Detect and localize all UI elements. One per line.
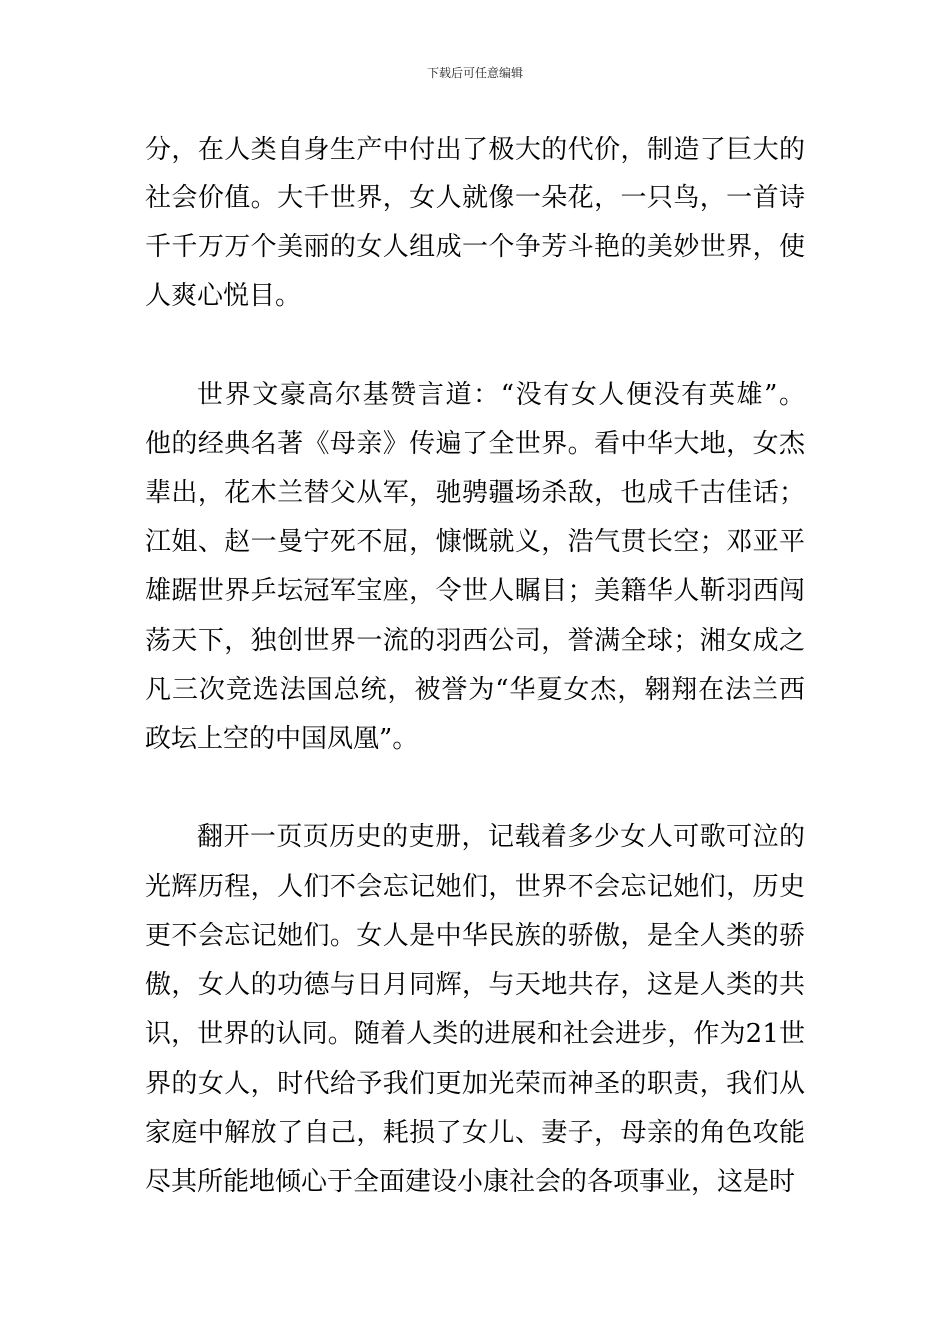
text-line (0, 961, 950, 1009)
text-line-content: 更不会忘记她们。女人是中华民族的骄傲，是全人类的骄 (145, 921, 806, 951)
text-line-content: 他的经典名著《母亲》传遍了全世界。看中华大地，女杰 (145, 429, 806, 459)
text-line-content: 辈出，花木兰替父从军，驰骋疆场杀敌，也成千古佳话； (145, 478, 806, 508)
text-line-content: 雄踞世界乒坛冠军宝座，令世人瞩目；美籍华人靳羽西闯 (145, 576, 806, 606)
text-line-content: 世界文豪高尔基赞言道：“没有女人便没有英雄”。 (197, 380, 807, 410)
text-line-content: 人爽心悦目。 (145, 281, 302, 311)
text-line (0, 469, 950, 517)
text-line (0, 126, 950, 174)
text-line-content: 界的女人，时代给予我们更加光荣而神圣的职责，我们从 (145, 1069, 806, 1099)
text-line-content: 政坛上空的中国凤凰”。 (145, 724, 419, 754)
text-line (0, 813, 950, 861)
text-line (0, 223, 950, 271)
text-line (0, 863, 950, 911)
text-line (0, 912, 950, 960)
text-line (0, 371, 950, 419)
text-line-content: 翻开一页页历史的吏册，记载着多少女人可歌可泣的 (197, 822, 806, 852)
text-line-content: 傲，女人的功德与日月同辉，与天地共存，这是人类的共 (145, 970, 806, 1000)
text-line-content: 尽其所能地倾心于全面建设小康社会的各项事业，这是时 (145, 1167, 796, 1197)
text-line-content: 社会价值。大千世界，女人就像一朵花，一只鸟，一首诗 (145, 183, 806, 213)
text-line (0, 617, 950, 665)
text-line-content: 江姐、赵一曼宁死不屈，慷慨就义，浩气贯长空；邓亚平 (145, 527, 806, 557)
text-line-content: 家庭中解放了自己，耗损了女儿、妻子，母亲的角色攻能 (145, 1118, 806, 1148)
text-line (0, 1158, 950, 1206)
text-line (0, 666, 950, 714)
text-line-content: 凡三次竞选法国总统，被誉为“华夏女杰，翱翔在法兰西 (145, 675, 806, 705)
text-line (0, 1060, 950, 1108)
text-line (0, 420, 950, 468)
text-line-content: 千千万万个美丽的女人组成一个争芳斗艳的美妙世界，使 (145, 232, 806, 262)
text-line (0, 715, 950, 763)
text-line (0, 272, 950, 320)
text-line-content: 光辉历程，人们不会忘记她们，世界不会忘记她们，历史 (145, 872, 806, 902)
text-line (0, 567, 950, 615)
text-line-content: 荡天下，独创世界一流的羽西公司，誉满全球；湘女成之 (145, 626, 806, 656)
text-line (0, 174, 950, 222)
text-line (0, 518, 950, 566)
text-line (0, 1010, 950, 1058)
text-line (0, 1109, 950, 1157)
text-line-content: 识，世界的认同。随着人类的进展和社会进步，作为21世 (145, 1019, 806, 1049)
text-line-content: 分，在人类自身生产中付出了极大的代价，制造了巨大的 (145, 135, 806, 165)
page-header: 下载后可任意编辑 (426, 66, 523, 80)
